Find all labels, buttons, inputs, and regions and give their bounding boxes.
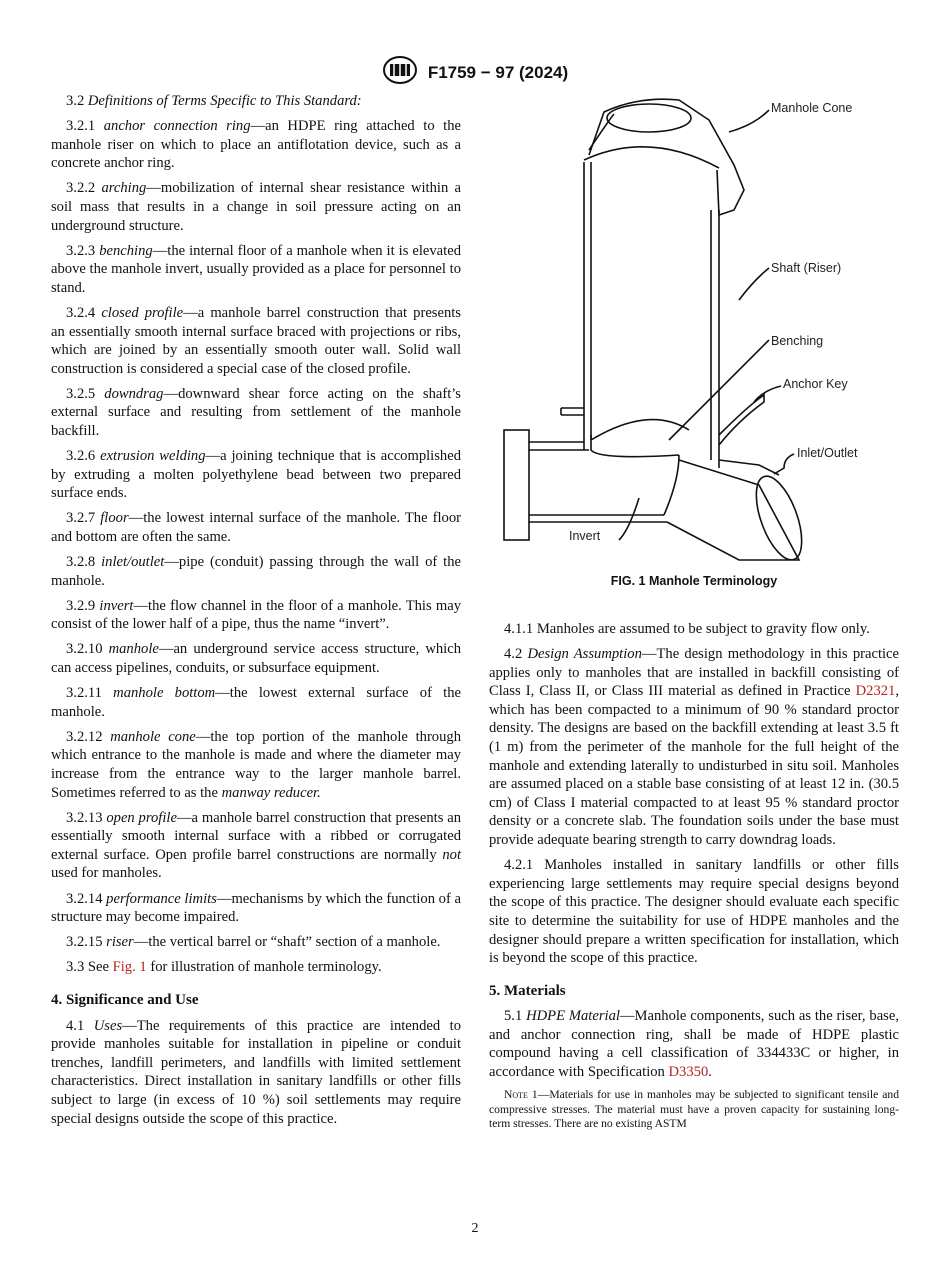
label-anchor-key: Anchor Key — [783, 377, 848, 391]
astm-logo-icon — [382, 56, 418, 89]
definition-inlet-outlet: 3.2.8 inlet/outlet—pipe (conduit) passing through the wall of the manhole. — [51, 554, 461, 589]
label-shaft-riser: Shaft (Riser) — [771, 261, 842, 275]
definition-benching: 3.2.3 benching—the internal floor of a manhole when it is elevated above the manhole invert, usually provided as a place for personnel to stand. — [51, 242, 461, 296]
paragraph-4-2-1: 4.2.1 Manholes installed in sanitary landfills or other fills experiencing large settlements may require special designs beyond the scope of this practice. The designer should evaluate each specific site to determine the suitability for use of HDPE manholes and the designer should prepare a written specification for installation, which is beyond the scope of this practice. — [489, 857, 899, 967]
label-invert: Invert — [569, 529, 601, 543]
paragraph-3-2: 3.2 Definitions of Terms Specific to This Standard: — [66, 93, 362, 109]
paragraph-4-2: 4.2 Design Assumption—The design methodology in this practice applies only to manholes that are installed in backfill consisting of Class I, Class II, or Class III material as defined in Practice D2321, which has been compacted to a minimum of 90 % standard proctor density. The designs are based on the backfill extending at least 3.5 ft (1 m) from the perimeter of the manhole for the full height of the manhole and extending laterally to undisturbed in situ soil. Manholes are assumed placed on a stable base consisting of at least 12 in. (30.5 cm) of Class I material compacted to at least 95 % standard proctor density or a concrete slab. The foundation soils under the base must provide adequate bearing strength to carry downdrag loads. — [489, 646, 900, 849]
definition-riser: 3.2.15 riser—the vertical barrel or “shaft” section of a manhole. — [66, 934, 441, 951]
label-inlet-outlet: Inlet/Outlet — [797, 446, 858, 460]
definition-manhole-cone: 3.2.12 manhole cone—the top portion of the manhole through which entrance to the manhole is made and where the diameter may increase from the entrance way to the larger manhole barrel. Sometimes referred to as the manway reducer. — [51, 728, 461, 801]
definition-performance-limits: 3.2.14 performance limits—mechanisms by which the function of a structure may become impaired. — [51, 890, 461, 926]
label-benching: Benching — [771, 334, 824, 348]
document-id: F1759 − 97 (2024) — [427, 62, 569, 82]
note-1: Note 1—Materials for use in manholes may be subjected to significant tensile and compressive stresses. The material must have a proven capacity for sustaining long-term stresses. There are no existing ASTM — [489, 1088, 899, 1131]
definition-open-profile: 3.2.13 open profile—a manhole barrel construction that presents an essentially smooth internal surface with a ribbed or corrugated external surface. Open profile barrel constructions are normally not used for manholes. — [51, 809, 461, 882]
paragraph-4-1-1: 4.1.1 Manholes are assumed to be subject to gravity flow only. — [504, 621, 870, 637]
paragraph-5-1: 5.1 HDPE Material—Manhole components, such as the riser, base, and anchor connection ring, shall be made of HDPE plastic compound having a cell classification of 334433C or higher, in accordance with Specification D3350. — [489, 1008, 899, 1081]
manhole-figure — [489, 90, 909, 590]
definition-invert: 3.2.9 invert—the flow channel in the floor of a manhole. This may consist of the lower half of a pipe, thus the name “invert”. — [51, 597, 461, 633]
definition-floor: 3.2.7 floor—the lowest internal surface of the manhole. The floor and bottom are often the same. — [51, 510, 461, 545]
definition-closed-profile: 3.2.4 closed profile—a manhole barrel construction that presents an essentially smooth internal surface braced with projections or ribs, which are joined by an essentially smooth outer wall. Solid wall construction is considered a special case of the closed profile. — [51, 304, 461, 377]
label-manhole-cone: Manhole Cone — [771, 101, 853, 115]
cone-opening — [607, 104, 691, 132]
d3350-link[interactable]: D3350 — [668, 1064, 709, 1081]
section-heading-4: 4. Significance and Use — [51, 991, 199, 1008]
paragraph-4-1: 4.1 Uses—The requirements of this practice are intended to provide manholes suitable for installation in pipeline or conduit trenches, landfill perimeters, and landfills with limited settlement characteristics. Direct installation in sanitary landfills or other fills subject to large (in excess of 10 %) soil settlements may require special designs outside the scope of this practice. — [51, 1017, 461, 1127]
page-header — [0, 56, 950, 89]
definition-manhole-bottom: 3.2.11 manhole bottom—the lowest external surface of the manhole. — [51, 685, 461, 720]
d2321-link[interactable]: D2321 — [855, 683, 896, 700]
fig-1-link[interactable]: Fig. 1 — [112, 959, 147, 976]
definition-downdrag: 3.2.5 downdrag—downward shear force acting on the shaft’s external surface and resulting from settlement of the manhole backfill. — [51, 385, 461, 439]
outlet-pipe-shape — [667, 460, 799, 560]
page-number: 2 — [471, 1221, 479, 1236]
section-heading-5: 5. Materials — [489, 982, 566, 999]
benching-shape — [591, 420, 689, 440]
definition-extrusion-welding: 3.2.6 extrusion welding—a joining technique that is accomplished by extruding a molten polyethylene bead between two prepared surface ends. — [51, 448, 461, 502]
anchor-key-shape — [561, 408, 584, 415]
figure-caption: FIG. 1 Manhole Terminology — [610, 574, 778, 588]
definition-anchor-connection-ring: 3.2.1 anchor connection ring—an HDPE ring attached to the manhole riser on which to place an antiflotation device, such as a concrete anchor ring. — [51, 118, 461, 172]
paragraph-3-3: 3.3 See Fig. 1 for illustration of manhole terminology. — [66, 959, 382, 976]
right-column — [489, 620, 899, 1132]
definition-manhole: 3.2.10 manhole—an underground service access structure, which can access pipelines, conduits, or subsurface equipment. — [51, 641, 461, 677]
definition-arching: 3.2.2 arching—mobilization of internal shear resistance within a soil mass that results in a change in soil pressure acting on an underground structure. — [51, 180, 461, 234]
left-column — [51, 92, 461, 1135]
